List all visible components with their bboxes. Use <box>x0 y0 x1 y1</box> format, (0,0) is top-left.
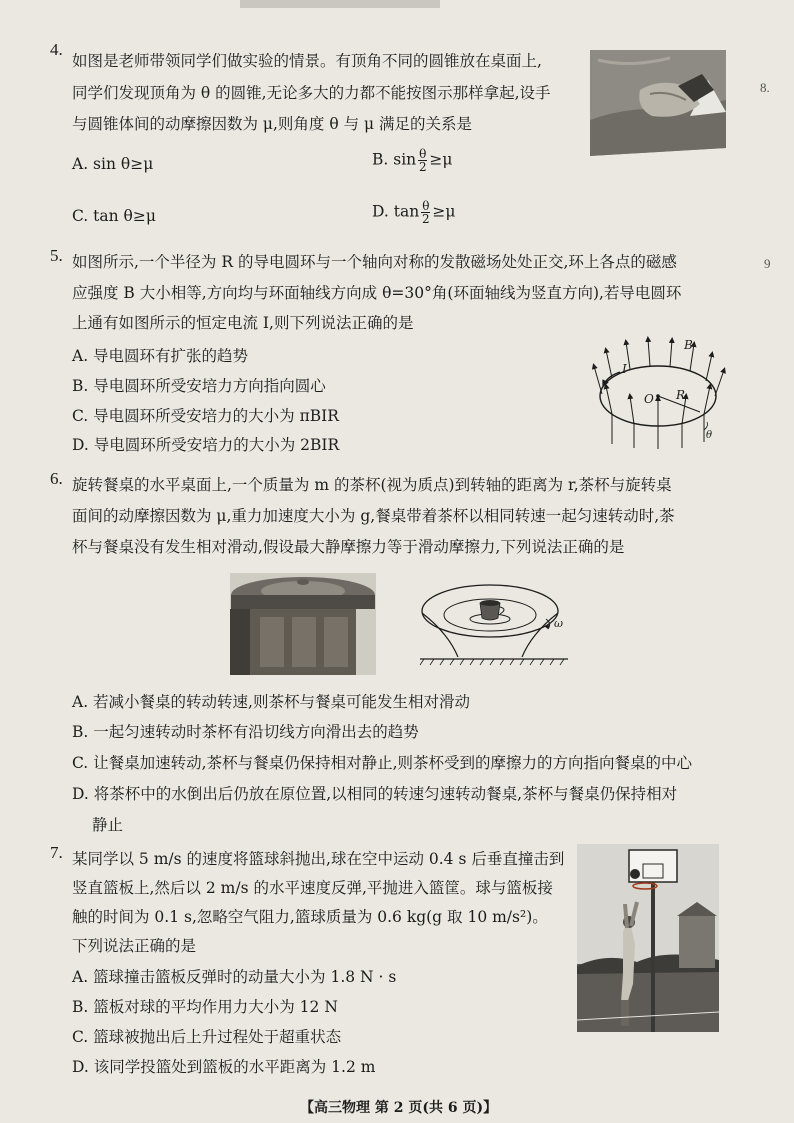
q4-number: 4. <box>50 40 63 59</box>
q5-fig-label-r: R <box>676 388 686 402</box>
q4-photo-hand-cone <box>590 50 726 156</box>
q6-stem-line1: 旋转餐桌的水平桌面上,一个质量为 m 的茶杯(视为质点)到转轴的距离为 r,茶杯与旋转桌 <box>72 476 672 494</box>
q4-option-d-func: D. tan <box>372 202 420 221</box>
q5-number: 5. <box>50 246 63 265</box>
q4-option-d-relation: ≥μ <box>432 202 456 221</box>
q6-option-c: C. 让餐桌加速转动,茶杯与餐桌仍保持相对静止,则茶杯受到的摩擦力的方向指向餐桌的中心 <box>72 754 693 772</box>
q6-option-d-line2: 静止 <box>92 816 124 834</box>
q4-option-d <box>372 200 455 225</box>
page-footer: 【高三物理 第 2 页(共 6 页)】 <box>300 1100 498 1116</box>
q4-option-a: A. sin θ≥μ <box>72 155 154 173</box>
q4-stem-line3: 与圆锥体间的动摩擦因数为 μ,则角度 θ 与 μ 满足的关系是 <box>72 115 473 133</box>
q5-figure-current-loop <box>590 336 730 450</box>
margin-number-9: 9 <box>764 256 771 271</box>
q6-stem-line2: 面间的动摩擦因数为 μ,重力加速度大小为 g,餐桌带着茶杯以相同转速一起匀速转动时,茶 <box>72 507 675 525</box>
q4-option-b-func: B. sin <box>372 150 417 169</box>
q7-stem-line2: 竖直篮板上,然后以 2 m/s 的水平速度反弹,平抛进入篮筐。球与篮板接 <box>72 879 553 897</box>
q5-fig-label-theta: θ <box>706 430 713 441</box>
top-edge-strip <box>240 0 440 8</box>
q6-option-b: B. 一起匀速转动时茶杯有沿切线方向滑出去的趋势 <box>72 723 419 741</box>
q5-stem-line2: 应强度 B 大小相等,方向均与环面轴线方向成 θ=30°角(环面轴线为竖直方向),若导电圆环 <box>72 284 682 302</box>
q6-photo-dining-table <box>230 573 376 675</box>
q7-option-b: B. 篮板对球的平均作用力大小为 12 N <box>72 998 338 1016</box>
q7-stem-line3: 触的时间为 0.1 s,忽略空气阻力,篮球质量为 0.6 kg(g 取 10 m/s²)。 <box>72 908 548 926</box>
q5-option-d: D. 导电圆环所受安培力的大小为 2BIR <box>72 436 340 454</box>
margin-number-8: 8. <box>760 80 770 95</box>
q6-number: 6. <box>50 469 63 488</box>
q4-option-d-fraction <box>421 200 430 225</box>
q4-stem-line2: 同学们发现顶角为 θ 的圆锥,无论多大的力都不能按图示那样拿起,设手 <box>72 84 551 102</box>
q7-photo-basketball-shot <box>577 844 719 1032</box>
q5-fig-label-b: B <box>684 338 693 352</box>
q4-option-b-relation: ≥μ <box>429 150 453 169</box>
q7-number: 7. <box>50 843 63 862</box>
q5-fig-label-o: O <box>644 392 654 406</box>
q4-option-c: C. tan θ≥μ <box>72 207 156 225</box>
q6-stem-line3: 杯与餐桌没有发生相对滑动,假设最大静摩擦力等于滑动摩擦力,下列说法正确的是 <box>72 538 625 556</box>
q5-stem-line1: 如图所示,一个半径为 R 的导电圆环与一个轴向对称的发散磁场处处正交,环上各点的磁感 <box>72 253 677 271</box>
q6-option-a: A. 若减小餐桌的转动转速,则茶杯与餐桌可能发生相对滑动 <box>72 693 470 711</box>
q6-figure-cup-on-turntable <box>418 583 570 673</box>
q5-fig-label-i: I <box>622 362 627 376</box>
q6-fig-label-omega: ω <box>554 617 563 630</box>
q4-stem-line1: 如图是老师带领同学们做实验的情景。有顶角不同的圆锥放在桌面上, <box>72 52 542 70</box>
q5-option-a: A. 导电圆环有扩张的趋势 <box>72 347 249 365</box>
q7-stem-line4: 下列说法正确的是 <box>72 937 197 955</box>
q4-option-b <box>372 148 452 173</box>
q4-option-b-fraction <box>418 148 427 173</box>
q4-option-b-denominator: 2 <box>418 160 427 174</box>
q4-option-d-denominator: 2 <box>421 212 430 226</box>
q5-stem-line3: 上通有如图所示的恒定电流 I,则下列说法正确的是 <box>72 314 414 332</box>
q5-option-b: B. 导电圆环所受安培力方向指向圆心 <box>72 377 326 395</box>
q5-option-c: C. 导电圆环所受安培力的大小为 πBIR <box>72 407 339 425</box>
q7-option-a: A. 篮球撞击篮板反弹时的动量大小为 1.8 N · s <box>72 968 397 986</box>
q6-option-d-line1: D. 将茶杯中的水倒出后仍放在原位置,以相同的转速匀速转动餐桌,茶杯与餐桌仍保持相对 <box>72 785 678 803</box>
q7-option-d: D. 该同学投篮处到篮板的水平距离为 1.2 m <box>72 1058 376 1076</box>
q7-option-c: C. 篮球被抛出后上升过程处于超重状态 <box>72 1028 342 1046</box>
q7-stem-line1: 某同学以 5 m/s 的速度将篮球斜抛出,球在空中运动 0.4 s 后垂直撞击到 <box>72 850 565 868</box>
q4-option-d-numerator: θ <box>422 199 430 213</box>
q4-option-b-numerator: θ <box>419 147 427 161</box>
